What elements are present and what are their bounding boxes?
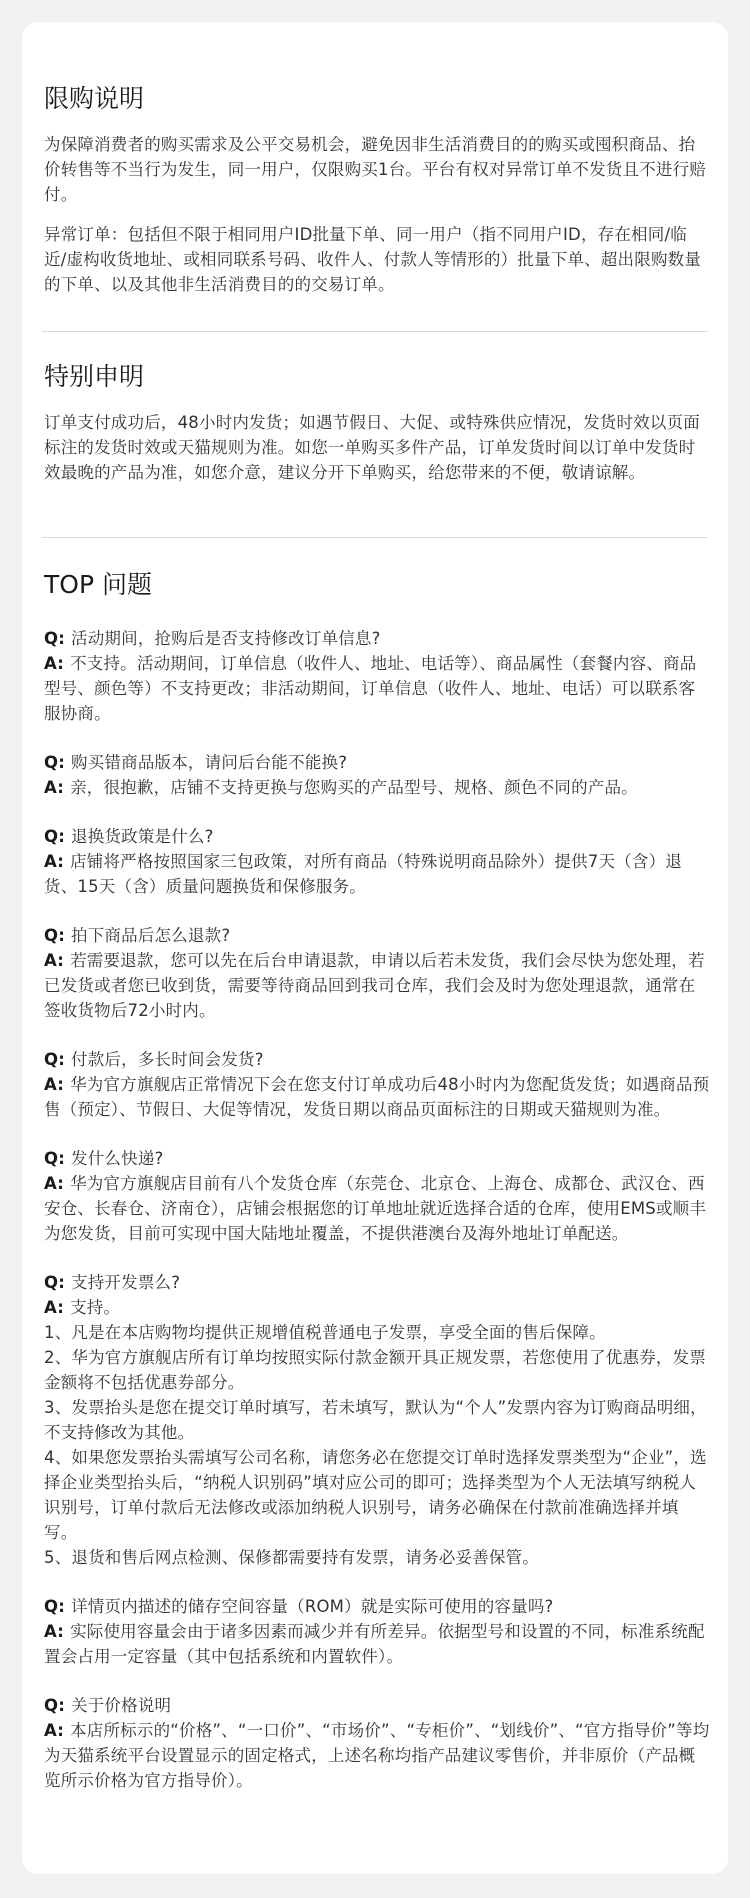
faq-question	[44, 923, 710, 948]
faq-item	[44, 1270, 710, 1570]
faq-answer	[44, 1171, 710, 1246]
question-text: 详情页内描述的储存空间容量（ROM）就是实际可使用的容量吗?	[71, 1597, 554, 1616]
answer-text: 亲，很抱歉，店铺不支持更换与您购买的产品型号、规格、颜色不同的产品。	[70, 778, 638, 797]
answer-tag: A:	[44, 1075, 65, 1094]
answer-text: 华为官方旗舰店目前有八个发货仓库（东莞仓、北京仓、上海仓、成都仓、武汉仓、西安仓、长春仓、济南仓），店铺会根据您的订单地址就近选择合适的仓库，使用EMS或顺丰为您发货，目前可实现中国大陆地址覆盖，不提供港澳台及海外地址订单配送。	[44, 1174, 707, 1243]
question-text: 关于价格说明	[71, 1696, 172, 1715]
faq-question	[44, 1270, 710, 1295]
answer-text: 若需要退款，您可以先在后台申请退款，申请以后若未发货，我们会尽快为您处理，若已发货或者您已收到货，需要等待商品回到我司仓库，我们会及时为您处理退款，通常在签收货物后72小时内。	[44, 951, 705, 1020]
faq-item	[44, 1146, 710, 1246]
answer-text: 不支持。活动期间，订单信息（收件人、地址、电话等）、商品属性（套餐内容、商品型号、颜色等）不支持更改；非活动期间，订单信息（收件人、地址、电话）可以联系客服协商。	[44, 654, 697, 723]
faq-answer	[44, 1718, 710, 1793]
question-text: 支持开发票么?	[71, 1273, 181, 1292]
info-card	[22, 22, 728, 1874]
question-tag: Q:	[44, 629, 66, 648]
faq-question	[44, 750, 710, 775]
divider	[42, 537, 708, 538]
faq-item	[44, 824, 710, 899]
answer-tag: A:	[44, 1622, 65, 1641]
question-text: 付款后，多长时间会发货?	[71, 1050, 264, 1069]
faq-answer-line	[44, 1320, 710, 1345]
faq-answer	[44, 775, 710, 800]
question-tag: Q:	[44, 1273, 66, 1292]
answer-tag: A:	[44, 1174, 65, 1193]
faq-answer	[44, 948, 710, 1023]
answer-text: 本店所标示的“价格”、“一口价”、“市场价”、“专柜价”、“划线价”、“官方指导价”等均为天猫系统平台设置显示的固定格式，上述名称均指产品建议零售价，并非原价（产品概览所示价格为官方指导价）。	[44, 1721, 710, 1790]
question-tag: Q:	[44, 753, 66, 772]
faq-question	[44, 1047, 710, 1072]
faq-answer	[44, 1619, 710, 1669]
answer-tag: A:	[44, 654, 65, 673]
faq-item	[44, 1047, 710, 1122]
top-questions-title: TOP 问题	[44, 570, 152, 599]
special-statement-title: 特别申明	[44, 362, 145, 391]
abnormal-order-paragraph: 异常订单：包括但不限于相同用户ID批量下单、同一用户（指不同用户ID，存在相同/临近/虚构收货地址、或相同联系号码、收件人、付款人等情形的）批量下单、超出限购数量的下单、以及其他非生活消费目的的交易订单。	[44, 225, 702, 294]
answer-tag: A:	[44, 1298, 65, 1317]
answer-text: 1、凡是在本店购物均提供正规增值税普通电子发票，享受全面的售后保障。	[44, 1323, 606, 1342]
faq-item	[44, 1693, 710, 1793]
faq-answer-line	[44, 1395, 710, 1445]
faq-answer-line	[44, 1445, 710, 1545]
faq-question	[44, 1146, 710, 1171]
question-tag: Q:	[44, 1597, 66, 1616]
answer-text: 支持。	[70, 1298, 121, 1317]
answer-tag: A:	[44, 852, 65, 871]
faq-item	[44, 923, 710, 1023]
question-tag: Q:	[44, 1696, 66, 1715]
answer-text: 3、发票抬头是您在提交订单时填写，若未填写，默认为“个人”发票内容为订购商品明细，不支持修改为其他。	[44, 1398, 707, 1442]
answer-text: 实际使用容量会由于诸多因素而减少并有所差异。依据型号和设置的不同，标准系统配置会占用一定容量（其中包括系统和内置软件）。	[44, 1622, 705, 1666]
answer-text: 2、华为官方旗舰店所有订单均按照实际付款金额开具正规发票，若您使用了优惠券，发票金额将不包括优惠券部分。	[44, 1348, 706, 1392]
answer-text: 4、如果您发票抬头需填写公司名称，请您务必在您提交订单时选择发票类型为“企业”，选择企业类型抬头后，“纳税人识别码”填对应公司的即可；选择类型为个人无法填写纳税人识别号，订单付款后无法修改或添加纳税人识别号，请务必确保在付款前准确选择并填写。	[44, 1448, 707, 1542]
divider	[42, 331, 708, 332]
answer-text: 店铺将严格按照国家三包政策，对所有商品（特殊说明商品除外）提供7天（含）退货、15天（含）质量问题换货和保修服务。	[44, 852, 682, 896]
question-tag: Q:	[44, 827, 66, 846]
faq-answer	[44, 651, 710, 726]
answer-text: 5、退货和售后网点检测、保修都需要持有发票，请务必妥善保管。	[44, 1548, 539, 1567]
question-text: 发什么快递?	[71, 1149, 164, 1168]
question-text: 活动期间，抢购后是否支持修改订单信息?	[71, 629, 381, 648]
special-statement-paragraph: 订单支付成功后，48小时内发货；如遇节假日、大促、或特殊供应情况，发货时效以页面标注的发货时效或天猫规则为准。如您一单购买多件产品，订单发货时间以订单中发货时效最晚的产品为准，如您介意，建议分开下单购买，给您带来的不便，敬请谅解。	[44, 413, 700, 482]
faq-question	[44, 824, 710, 849]
faq-question	[44, 1693, 710, 1718]
purchase-limit-title: 限购说明	[44, 84, 145, 113]
purchase-limit-paragraph: 为保障消费者的购买需求及公平交易机会，避免因非生活消费目的的购买或囤积商品、抬价转售等不当行为发生，同一用户，仅限购买1台。平台有权对异常订单不发货且不进行赔付。	[44, 135, 706, 204]
faq-answer-line	[44, 1345, 710, 1395]
question-text: 拍下商品后怎么退款?	[71, 926, 231, 945]
question-tag: Q:	[44, 926, 66, 945]
faq-answer	[44, 1295, 710, 1320]
faq-question	[44, 626, 710, 651]
faq-answer	[44, 849, 710, 899]
question-tag: Q:	[44, 1050, 66, 1069]
faq-answer-line	[44, 1545, 710, 1570]
answer-tag: A:	[44, 778, 65, 797]
faq-item	[44, 626, 710, 726]
faq-list	[44, 626, 710, 1817]
answer-tag: A:	[44, 1721, 65, 1740]
faq-item	[44, 1594, 710, 1669]
answer-tag: A:	[44, 951, 65, 970]
faq-answer	[44, 1072, 710, 1122]
question-tag: Q:	[44, 1149, 66, 1168]
faq-question	[44, 1594, 710, 1619]
answer-text: 华为官方旗舰店正常情况下会在您支付订单成功后48小时内为您配货发货；如遇商品预售（预定）、节假日、大促等情况，发货日期以商品页面标注的日期或天猫规则为准。	[44, 1075, 710, 1119]
question-text: 购买错商品版本，请问后台能不能换?	[71, 753, 348, 772]
faq-item	[44, 750, 710, 800]
question-text: 退换货政策是什么?	[71, 827, 214, 846]
